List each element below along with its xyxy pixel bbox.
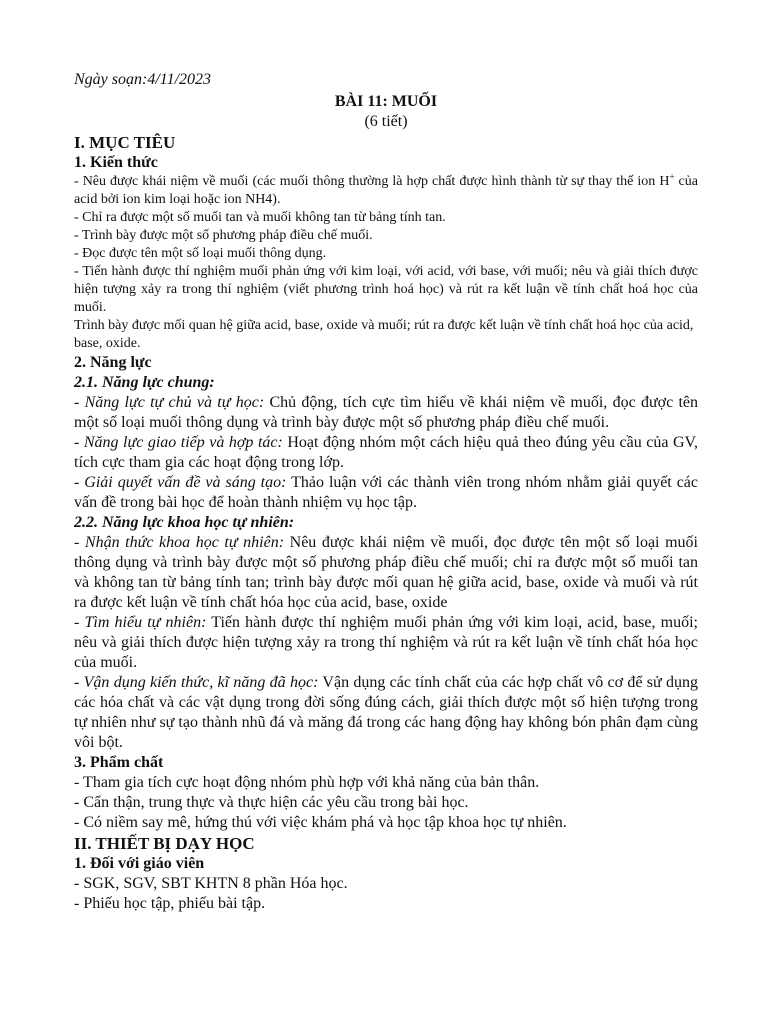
qualities-heading: 3. Phẩm chất [74, 754, 164, 771]
competence-item: - Giải quyết vấn đề và sáng tạo: Thảo luận với các thành viên trong nhóm nhằm giải quyết các vấn đề trong bài học để hoàn thành nhiệm vụ học tập. [74, 474, 699, 511]
lesson-duration: (6 tiết) [364, 113, 408, 130]
section-equipment-heading: II. THIẾT BỊ DẠY HỌC [74, 834, 255, 853]
general-competence-heading: 2.1. Năng lực chung: [74, 374, 215, 391]
date-line: Ngày soạn:4/11/2023 [74, 71, 212, 88]
competence-item: - Nhận thức khoa học tự nhiên: Nêu được khái niệm về muối, đọc được tên một số loại muối thông dụng và trình bày được một số phương pháp điều chế muối; chỉ ra được một số muối tan và không tan từ bảng tính tan; trình bày được mối quan hệ giữa acid, base, oxide và muối và rút ra được kết luận về tính chất hóa học của acid, base, oxide [74, 534, 698, 611]
quality-item: - Có niềm say mê, hứng thú với việc khám phá và học tập khoa học tự nhiên. [74, 814, 567, 831]
knowledge-item: Trình bày được mối quan hệ giữa acid, base, oxide và muối; rút ra được kết luận về tính chất hoá học của acid, base, oxide. [74, 318, 694, 351]
teacher-heading: 1. Đối với giáo viên [74, 855, 205, 872]
science-competence-heading: 2.2. Năng lực khoa học tự nhiên: [74, 514, 295, 531]
teacher-item: - SGK, SGV, SBT KHTN 8 phần Hóa học. [74, 875, 348, 892]
knowledge-heading: 1. Kiến thức [74, 154, 158, 171]
quality-item: - Cẩn thận, trung thực và thực hiện các yêu cầu trong bài học. [74, 794, 469, 811]
document-page [74, 70, 698, 914]
competence-item: - Vận dụng kiến thức, kĩ năng đã học: Vận dụng các tính chất của các hợp chất vô cơ để sử dụng các hóa chất và các vật dụng trong đời sống đúng cách, giải thích được một số hiện tượng trong tự nhiên như sự tạo thành nhũ đá và măng đá trong các hang động hay không bón phân đạm cùng vôi bột. [74, 674, 699, 751]
knowledge-item: - Tiến hành được thí nghiệm muối phản ứng với kim loại, với acid, với base, với muối; nêu và giải thích được hiện tượng xảy ra trong thí nghiệm (viết phương trình hoá học) và rút ra kết luận về tính chất hoá học của muối. [74, 264, 698, 315]
knowledge-item: - Chỉ ra được một số muối tan và muối không tan từ bảng tính tan. [74, 210, 446, 225]
competence-item: - Năng lực giao tiếp và hợp tác: Hoạt động nhóm một cách hiệu quả theo đúng yêu cầu của GV, tích cực tham gia các hoạt động trong lớp. [74, 434, 698, 471]
competence-item: - Tìm hiểu tự nhiên: Tiến hành được thí nghiệm muối phản ứng với kim loại, acid, base, muối; nêu và giải thích được hiện tượng xảy ra trong thí nghiệm và rút ra kết luận về tính chất hóa học của muối. [74, 614, 698, 671]
superscript-plus: + [669, 171, 675, 182]
lesson-title: BÀI 11: MUỐI [334, 93, 438, 110]
quality-item: - Tham gia tích cực hoạt động nhóm phù hợp với khả năng của bản thân. [74, 774, 540, 791]
competence-item: - Năng lực tự chủ và tự học: Chủ động, tích cực tìm hiểu về khái niệm về muối, đọc được tên một số loại muối thông dụng và trình bày được một số phương pháp điều chế muối. [74, 394, 699, 431]
knowledge-item: - Đọc được tên một số loại muối thông dụng. [74, 246, 327, 261]
knowledge-item: - Trình bày được một số phương pháp điều chế muối. [74, 228, 373, 243]
teacher-item: - Phiếu học tập, phiếu bài tập. [74, 895, 266, 912]
competence-heading: 2. Năng lực [74, 354, 152, 371]
section-objectives-heading: I. MỤC TIÊU [74, 133, 176, 152]
knowledge-item: - Nêu được khái niệm về muối (các muối thông thường là hợp chất được hình thành từ sự thay thế ion H+ của acid bởi ion kim loại hoặc ion NH4). [74, 171, 698, 207]
